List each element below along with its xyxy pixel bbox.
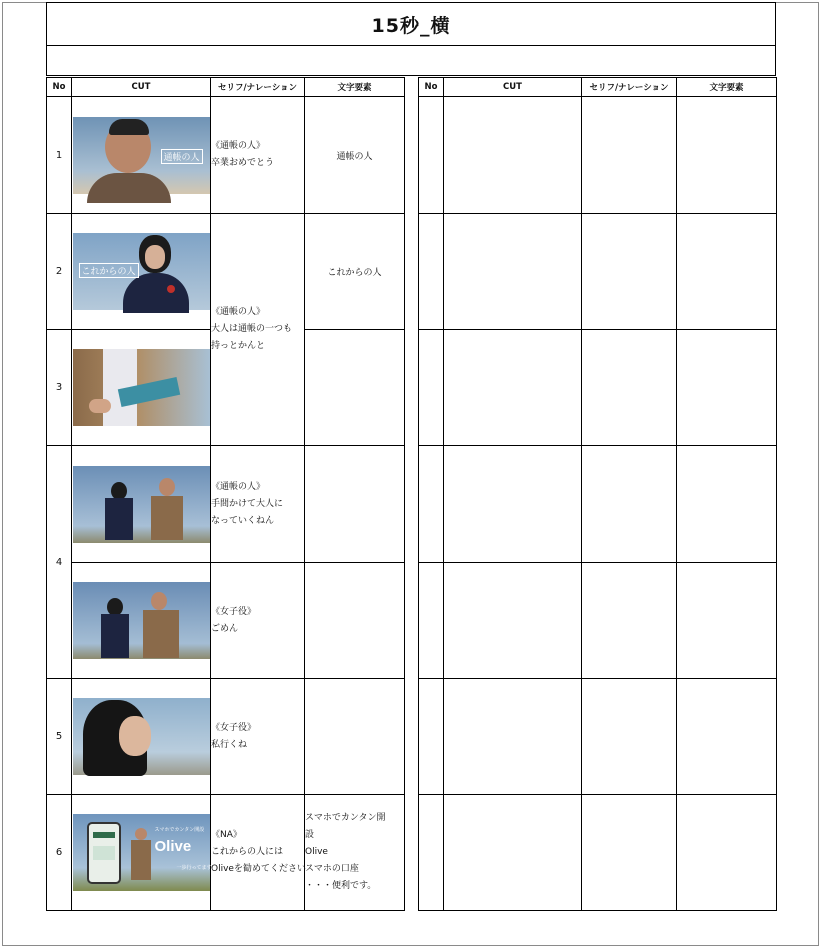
row-number: 2 [47, 214, 72, 330]
dialogue-text: なっていくねん [211, 515, 275, 526]
narration-text: これからの人には [211, 847, 284, 857]
storyboard-table-right [418, 77, 777, 911]
element-line: 設 [305, 830, 315, 840]
cut-thumbnail-4b [73, 582, 210, 659]
element-cell [305, 679, 405, 795]
girl-body [101, 614, 129, 658]
on-screen-caption: これからの人 [79, 263, 139, 278]
cut-thumbnail-6 [73, 814, 217, 891]
cut-cell [72, 679, 211, 795]
header-row [47, 78, 405, 97]
girl-body [105, 498, 133, 540]
line-cell [211, 97, 305, 214]
ad-subtext: 一歩行ってます。 [176, 865, 217, 871]
man-body [143, 610, 179, 658]
cut-cell [72, 214, 211, 330]
narration-text: Oliveを勧めてください [211, 864, 306, 874]
dialogue-text: 持っとかんと [211, 341, 266, 351]
storyboard-table-left [46, 77, 405, 911]
app-card [93, 846, 115, 860]
row-number: 6 [47, 795, 72, 911]
cut-thumbnail-3 [73, 349, 210, 426]
man-body [131, 840, 151, 880]
hair-shape [109, 119, 149, 135]
element-cell [305, 795, 405, 911]
table-row [47, 679, 405, 795]
empty-row [419, 679, 777, 795]
header-row [419, 78, 777, 97]
header-no: No [47, 78, 72, 97]
cut-cell [72, 563, 211, 679]
element-cell [305, 563, 405, 679]
page-title: 15秒_横 [371, 14, 451, 37]
speaker-label: 《女子役》 [211, 722, 257, 733]
empty-row [419, 563, 777, 679]
header-element: 文字要素 [677, 78, 777, 97]
row-number: 5 [47, 679, 72, 795]
cut-thumbnail-4a [73, 466, 210, 543]
dialogue-text: 大人は通帳の一つも [211, 324, 293, 334]
header-no: No [419, 78, 444, 97]
line-cell [211, 214, 305, 446]
dialogue-text: 卒業おめでとう [211, 158, 275, 168]
empty-row [419, 214, 777, 330]
dialogue-text: 私行くね [211, 739, 248, 750]
header-cut: CUT [444, 78, 582, 97]
speaker-label: 《通帳の人》 [211, 141, 266, 151]
table-row [47, 214, 405, 330]
ad-tagline: スマホでカンタン開設 [154, 827, 205, 833]
header-element: 文字要素 [305, 78, 405, 97]
face-shape [145, 245, 165, 269]
man-body [151, 496, 183, 540]
title-box [46, 2, 776, 46]
element-cell [305, 446, 405, 563]
row-number: 3 [47, 330, 72, 446]
element-cell: 通帳の人 [305, 97, 405, 214]
table-row [47, 563, 405, 679]
man-head [159, 478, 175, 496]
on-screen-caption: 通帳の人 [161, 149, 203, 164]
element-line: スマホの口座 [305, 864, 359, 874]
table-row [47, 97, 405, 214]
element-cell: これからの人 [305, 214, 405, 330]
jacket-shape [87, 173, 171, 203]
speaker-label: 《通帳の人》 [211, 307, 266, 317]
cut-thumbnail-5 [73, 698, 210, 775]
header-cut: CUT [72, 78, 211, 97]
speaker-label: 《女子役》 [211, 606, 257, 617]
table-row [47, 795, 405, 911]
blank-row [46, 45, 776, 76]
row-number: 1 [47, 97, 72, 214]
element-line: ・・・便利です。 [305, 881, 377, 891]
header-line: セリフ/ナレーション [211, 78, 305, 97]
header-line: セリフ/ナレーション [582, 78, 677, 97]
empty-row [419, 446, 777, 563]
speaker-label: 《通帳の人》 [211, 481, 266, 492]
app-bar [93, 832, 115, 838]
cut-cell [72, 97, 211, 214]
table-row [47, 446, 405, 563]
man-head [135, 828, 147, 840]
cut-thumbnail-2 [73, 233, 210, 310]
element-cell [305, 330, 405, 446]
dialogue-text: ごめん [211, 623, 239, 634]
line-cell [211, 563, 305, 679]
cut-cell [72, 446, 211, 563]
olive-logo: Olive [154, 838, 192, 855]
line-cell [211, 795, 305, 911]
hand-shape [89, 399, 111, 413]
speaker-label: 《NA》 [211, 830, 242, 840]
empty-row [419, 330, 777, 446]
element-line: Olive [305, 847, 328, 857]
cut-thumbnail-1 [73, 117, 210, 194]
face-shape [119, 716, 151, 756]
cut-cell [72, 330, 211, 446]
line-cell [211, 446, 305, 563]
corsage-shape [167, 285, 175, 293]
row-number: 4 [47, 446, 72, 679]
cut-cell [72, 795, 217, 911]
element-line: スマホでカンタン開 [305, 813, 386, 823]
smartphone-icon [87, 822, 121, 884]
empty-row [419, 97, 777, 214]
line-cell [211, 679, 305, 795]
man-head [151, 592, 167, 610]
empty-row [419, 795, 777, 911]
dialogue-text: 手間かけて大人に [211, 498, 284, 509]
uniform-shape [123, 273, 189, 313]
